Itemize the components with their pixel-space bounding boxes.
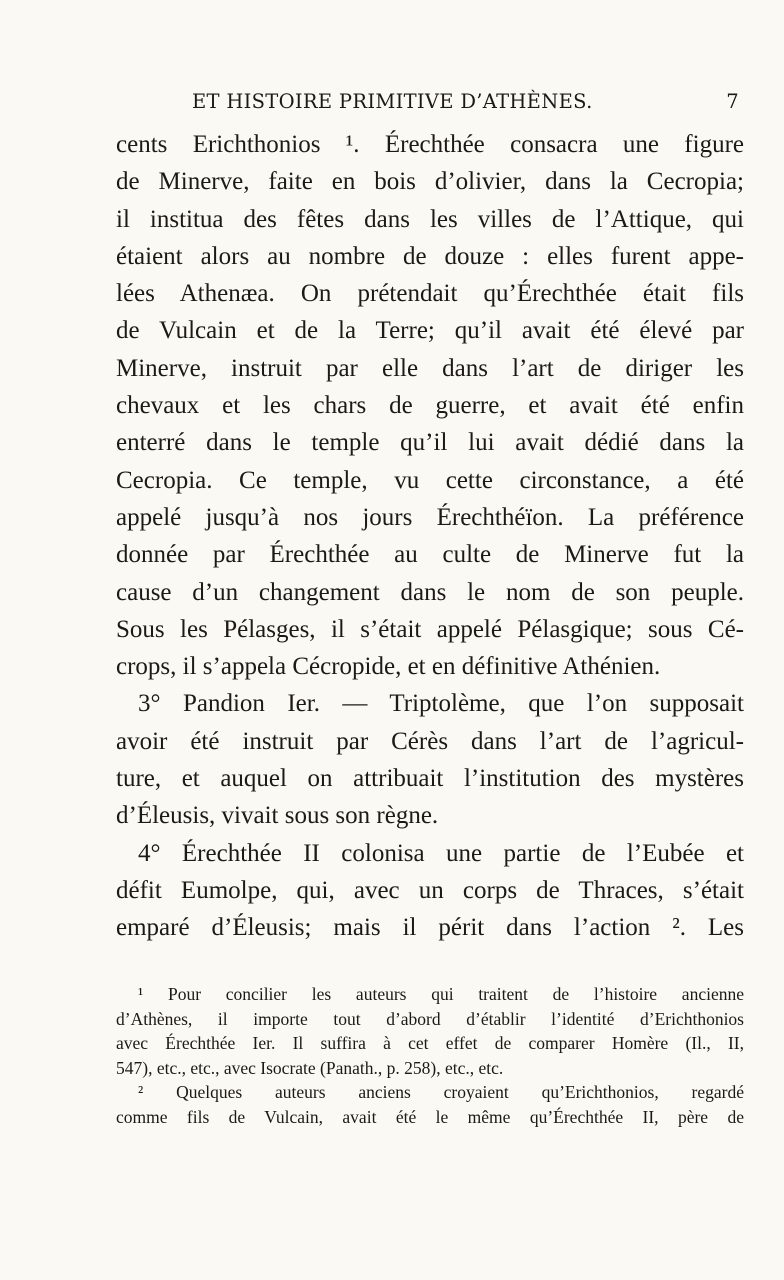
text-line: donnée par Érechthée au culte de Minerve fut la xyxy=(116,541,744,569)
text-line: il institua des fêtes dans les villes de l’Attique, qui xyxy=(116,205,744,233)
footnote-line: ¹ Pour concilier les auteurs qui traitent de l’histoire ancienne xyxy=(138,984,744,1004)
footnote-line: d’Athènes, il importe tout d’abord d’établir l’identité d’Erichthonios xyxy=(116,1008,744,1029)
main-text xyxy=(116,126,744,947)
text-line: lées Athenæa. On prétendait qu’Érechthée était fils xyxy=(116,280,744,308)
text-line: cause d’un changement dans le nom de son peuple. xyxy=(116,578,744,606)
text-line: étaient alors au nombre de douze : elles furent appe- xyxy=(116,242,744,270)
footnote-line: ² Quelques auteurs anciens croyaient qu’Erichthonios, regardé xyxy=(138,1082,744,1103)
text-line: 4° Érechthée II colonisa une partie de l’Eubée et xyxy=(138,839,744,867)
text-line: emparé d’Éleusis; mais il périt dans l’action ². Les xyxy=(116,914,744,942)
text-line: cents Erichthonios ¹. Érechthée consacra une figure xyxy=(116,131,744,158)
text-line: Cecropia. Ce temple, vu cette circonstance, a été xyxy=(116,466,744,494)
text-line: avoir été instruit par Cérès dans l’art de l’agricul- xyxy=(116,727,744,755)
footnote-line: comme fils de Vulcain, avait été le même qu’Érechthée II, père de xyxy=(116,1106,744,1127)
text-line: enterré dans le temple qu’il lui avait dédié dans la xyxy=(116,429,744,457)
text-line: de Minerve, faite en bois d’olivier, dans la Cecropia; xyxy=(116,168,744,196)
footnote-line: avec Érechthée Ier. Il suffira à cet effet de comparer Homère (Il., II, xyxy=(116,1033,744,1054)
text-line: appelé jusqu’à nos jours Érechthéïon. La préférence xyxy=(116,503,744,531)
text-line: ture, et auquel on attribuait l’institution des mystères xyxy=(116,765,744,793)
text-line: chevaux et les chars de guerre, et avait été enfin xyxy=(116,392,744,420)
text-line: Sous les Pélasges, il s’était appelé Pélasgique; sous Cé- xyxy=(116,615,744,643)
page-number: 7 xyxy=(726,90,739,113)
page-header xyxy=(118,90,743,120)
footnote-line: 547), etc., etc., avec Isocrate (Panath., p. 258), etc., etc. xyxy=(116,1057,504,1078)
running-title: ET HISTOIRE PRIMITIVE D’ATHÈNES. xyxy=(192,90,593,113)
footnotes xyxy=(116,982,744,1130)
text-line: de Vulcain et de la Terre; qu’il avait été élevé par xyxy=(116,317,744,345)
text-line: crops, il s’appela Cécropide, et en définitive Athénien. xyxy=(116,653,661,681)
text-line: 3° Pandion Ier. — Triptolème, que l’on supposait xyxy=(138,690,744,718)
text-line: Minerve, instruit par elle dans l’art de diriger les xyxy=(116,354,744,382)
text-line: d’Éleusis, vivait sous son règne. xyxy=(116,802,439,830)
text-line: défit Eumolpe, qui, avec un corps de Thraces, s’était xyxy=(116,876,744,904)
